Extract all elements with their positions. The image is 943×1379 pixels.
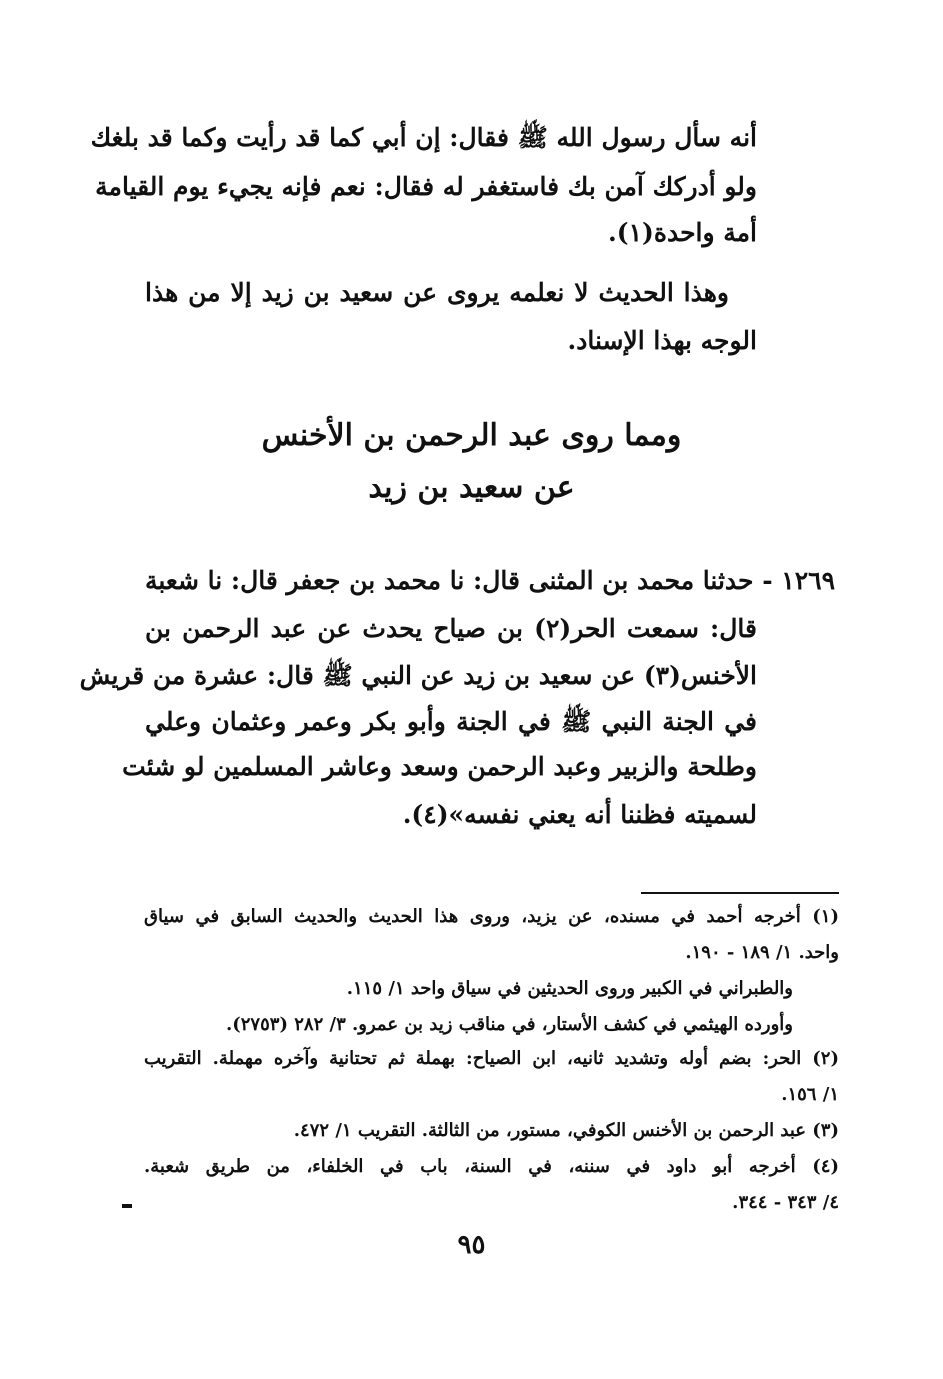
- footnote-1-line1: (١) أخرجه أحمد في مسنده، عن يزيد، وروى هذا الحديث والحديث السابق في سياق: [144, 906, 839, 927]
- paragraph2-line2: الوجه بهذا الإسناد.: [567, 326, 757, 355]
- footnote-1-line2: واحد. ١/ ١٨٩ - ١٩٠.: [685, 942, 839, 963]
- paragraph1-line2: ولو أدركك آمن بك فاستغفر له فقال: نعم فإنه يجيء يوم القيامة: [95, 172, 757, 201]
- section-heading-line1: ومما روى عبد الرحمن بن الأخنس: [261, 418, 682, 453]
- footnote-2-line1: (٢) الحر: بضم أوله وتشديد ثانيه، ابن الصياح: بهملة ثم تحتانية وآخره مهملة. التقريب: [144, 1048, 839, 1069]
- hadith-line4: في الجنة النبي ﷺ في الجنة وأبو بكر وعمر وعثمان وعلي: [145, 707, 757, 736]
- hadith-line6: لسميته فظننا أنه يعني نفسه»(٤).: [402, 800, 757, 829]
- footnote-separator: [641, 892, 839, 894]
- section-heading-line2: عن سعيد بن زيد: [368, 470, 575, 505]
- margin-mark: [122, 1204, 132, 1208]
- hadith-line5: وطلحة والزبير وعبد الرحمن وسعد وعاشر المسلمين لو شئت: [122, 752, 757, 781]
- paragraph2-line1: وهذا الحديث لا نعلمه يروى عن سعيد بن زيد إلا من هذا: [145, 278, 729, 307]
- footnote-2-line2: ١/ ١٥٦.: [781, 1084, 839, 1105]
- footnote-4-line1: (٤) أخرجه أبو داود في سننه، في السنة، باب في الخلفاء، من طريق شعبة.: [144, 1156, 839, 1177]
- footnote-4-line2: ٤/ ٣٤٣ - ٣٤٤.: [732, 1192, 839, 1213]
- hadith-line2: قال: سمعت الحر(٢) بن صياح يحدث عن عبد الرحمن بن: [145, 614, 757, 643]
- paragraph1-line1: أنه سأل رسول الله ﷺ فقال: إن أبي كما قد رأيت وكما قد بلغك: [90, 123, 757, 152]
- page-number: ٩٥: [457, 1230, 486, 1260]
- footnote-1-line3: والطبراني في الكبير وروى الحديثين في سياق واحد ١/ ١١٥.: [346, 978, 793, 999]
- paragraph1-line3: أمة واحدة(١).: [608, 218, 757, 247]
- footnote-3: (٣) عبد الرحمن بن الأخنس الكوفي، مستور، من الثالثة. التقريب ١/ ٤٧٢.: [293, 1120, 839, 1141]
- footnote-1-line4: وأورده الهيثمي في كشف الأستار، في مناقب زيد بن عمرو. ٣/ ٢٨٢ (٢٧٥٣).: [225, 1014, 793, 1035]
- hadith-line3: الأخنس(٣) عن سعيد بن زيد عن النبي ﷺ قال: عشرة من قريش: [79, 661, 757, 690]
- hadith-line1: ١٢٦٩ - حدثنا محمد بن المثنى قال: نا محمد بن جعفر قال: نا شعبة: [144, 566, 835, 595]
